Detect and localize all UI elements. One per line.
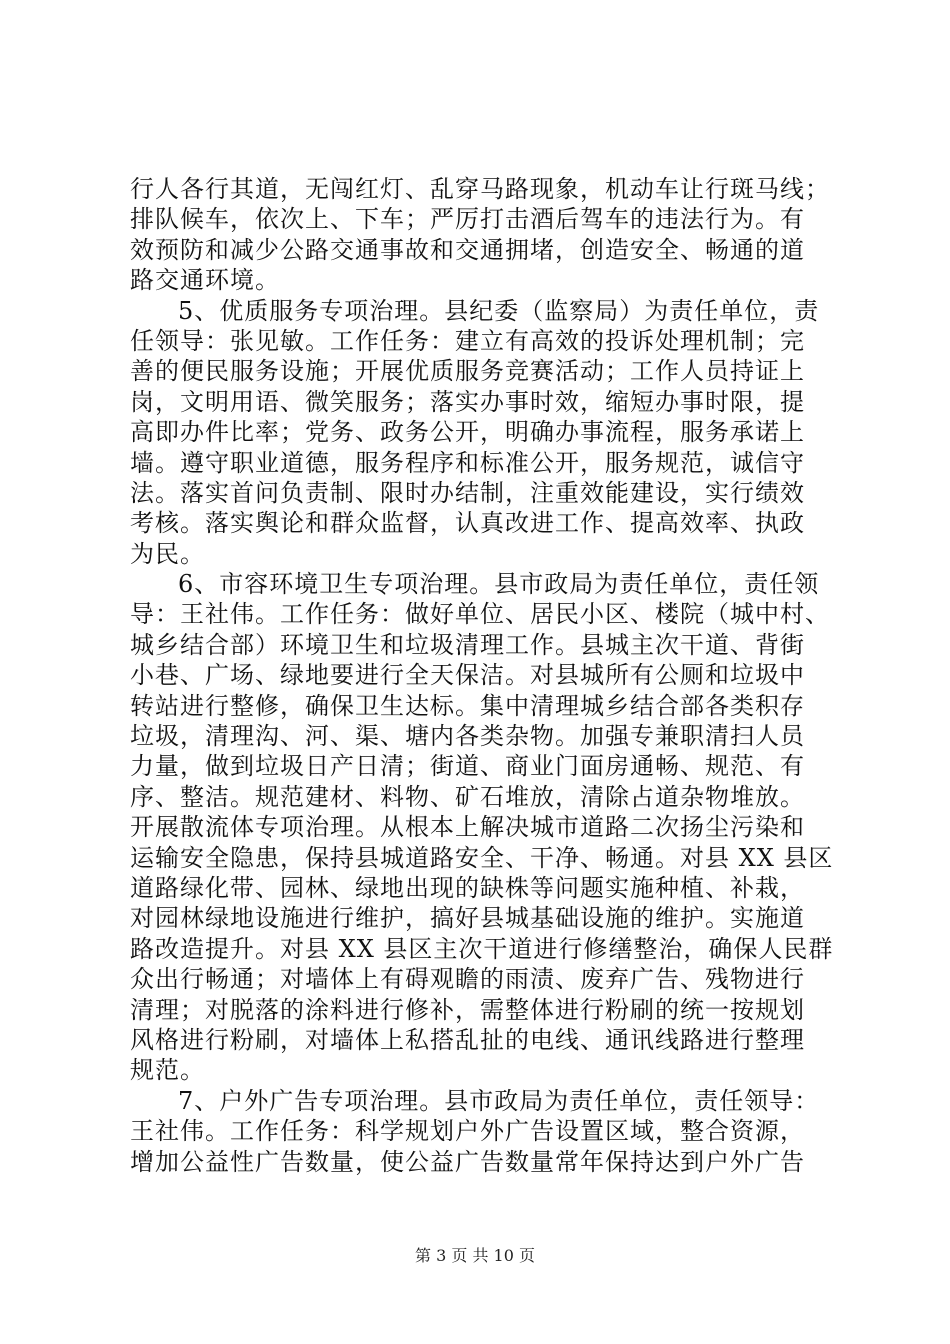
text-line: 规范。 (130, 1056, 205, 1085)
body-text (130, 174, 834, 1177)
text-line: 善的便民服务设施；开展优质服务竞赛活动；工作人员持证上 (130, 357, 805, 386)
text-line: 增加公益性广告数量，使公益广告数量常年保持达到户外广告 (130, 1147, 805, 1176)
text-line: 小巷、广场、绿地要进行全天保洁。对县城所有公厕和垃圾中 (130, 661, 805, 690)
text-line: 序、整洁。规范建材、料物、矿石堆放，清除占道杂物堆放。 (130, 782, 805, 811)
paragraph-item-7 (130, 1086, 830, 1177)
text-line: 运输安全隐患，保持县城道路安全、干净、畅通。对县 XX 县区 (130, 843, 834, 872)
text-line: 高即办件比率；党务、政务公开，明确办事流程，服务承诺上 (130, 418, 805, 447)
text-line: 导：王社伟。工作任务：做好单位、居民小区、楼院（城中村、 (130, 600, 830, 629)
text-line: 6、市容环境卫生专项治理。县市政局为责任单位，责任领 (178, 570, 820, 599)
text-line: 为民。 (130, 539, 205, 568)
text-line: 道路绿化带、园林、绿地出现的缺株等问题实施种植、补栽， (130, 873, 805, 902)
text-line: 行人各行其道，无闯红灯、乱穿马路现象，机动车让行斑马线； (130, 175, 830, 203)
text-line: 岗，文明用语、微笑服务；落实办事时效，缩短办事时限，提 (130, 387, 805, 416)
text-line: 转站进行整修，确保卫生达标。集中清理城乡结合部各类积存 (130, 691, 805, 720)
text-line: 开展散流体专项治理。从根本上解决城市道路二次扬尘污染和 (130, 813, 805, 842)
paragraph-item-5 (130, 296, 830, 570)
text-line: 垃圾，清理沟、河、渠、塘内各类杂物。加强专兼职清扫人员 (130, 722, 805, 751)
text-line: 清理；对脱落的涂料进行修补，需整体进行粉刷的统一按规划 (130, 995, 805, 1024)
text-line: 对园林绿地设施进行维护，搞好县城基础设施的维护。实施道 (130, 904, 805, 933)
text-line: 众出行畅通；对墙体上有碍观瞻的雨渍、废弃广告、残物进行 (130, 965, 805, 994)
text-line: 墙。遵守职业道德，服务程序和标准公开，服务规范，诚信守 (130, 448, 805, 477)
text-line: 5、优质服务专项治理。县纪委（监察局）为责任单位，责 (178, 296, 820, 325)
text-line: 考核。落实舆论和群众监督，认真改进工作、提高效率、执政 (130, 509, 805, 538)
text-line: 任领导：张见敏。工作任务：建立有高效的投诉处理机制；完 (130, 326, 805, 355)
text-line: 7、户外广告专项治理。县市政局为责任单位，责任领导： (178, 1086, 820, 1115)
text-line: 效预防和减少公路交通事故和交通拥堵，创造安全、畅通的道 (130, 235, 805, 264)
text-line: 力量，做到垃圾日产日清；街道、商业门面房通畅、规范、有 (130, 752, 805, 781)
text-line: 法。落实首问负责制、限时办结制，注重效能建设，实行绩效 (130, 478, 805, 507)
paragraph-continuation (130, 174, 830, 296)
text-line: 路改造提升。对县 XX 县区主次干道进行修缮整治，确保人民群 (130, 934, 834, 963)
text-line: 风格进行粉刷，对墙体上私搭乱扯的电线、通讯线路进行整理 (130, 1025, 805, 1054)
text-line: 路交通环境。 (130, 266, 280, 295)
page-number-label: 第 3 页 共 10 页 (415, 1246, 535, 1265)
text-line: 城乡结合部）环境卫生和垃圾清理工作。县城主次干道、背街 (130, 630, 805, 659)
text-line: 王社伟。工作任务：科学规划户外广告设置区域，整合资源， (130, 1117, 805, 1146)
paragraph-item-6 (130, 569, 834, 1086)
text-line: 排队候车，依次上、下车；严厉打击酒后驾车的违法行为。有 (130, 205, 805, 234)
page-footer (0, 1246, 950, 1266)
